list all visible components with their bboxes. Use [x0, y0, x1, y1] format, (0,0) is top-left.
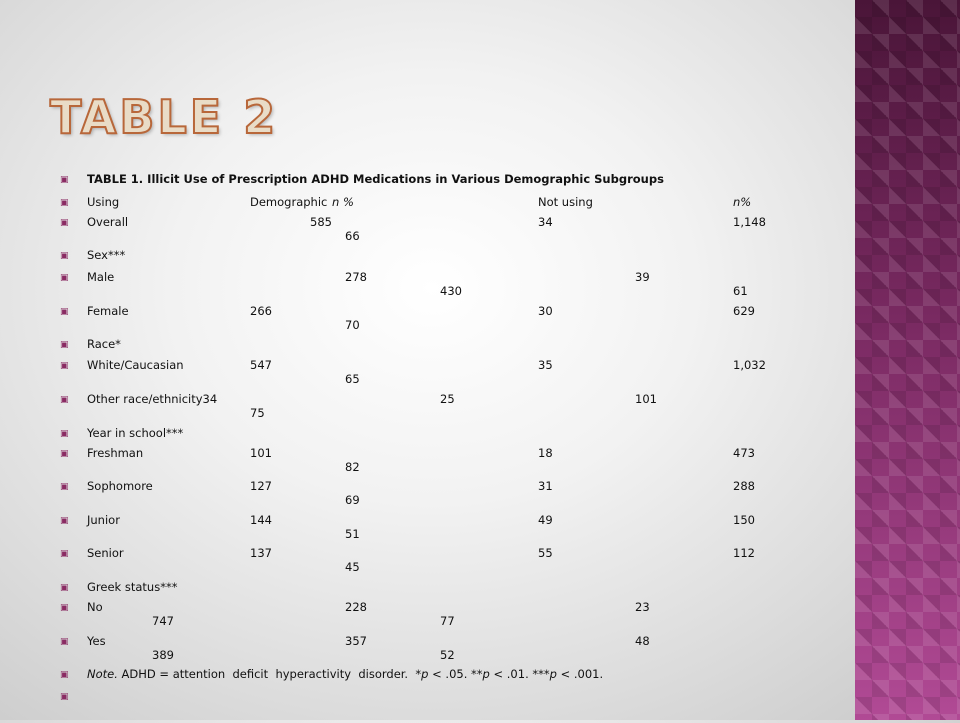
cell: 77 [440, 614, 455, 628]
cell: 547 [250, 358, 272, 372]
cell: 82 [345, 460, 360, 474]
row-label: Junior [87, 513, 120, 527]
cell: 48 [635, 634, 650, 648]
cell: 473 [733, 446, 755, 460]
bullet-icon: ▣ [60, 603, 69, 613]
cell: 1,032 [733, 358, 766, 372]
header-n-pct-2: n% [733, 195, 752, 209]
note-text: < .01. *** [489, 667, 550, 681]
header-n-pct: n % [332, 195, 354, 209]
bullet-icon: ▣ [60, 583, 69, 593]
table-row [0, 546, 855, 580]
cell: 747 [152, 614, 174, 628]
row-label: Female [87, 304, 129, 318]
bullet-icon: ▣ [60, 175, 69, 185]
bullet-icon: ▣ [60, 692, 69, 702]
cell: 30 [538, 304, 553, 318]
cell: 112 [733, 546, 755, 560]
note-p: p [549, 667, 557, 681]
bullet-icon: ▣ [60, 549, 69, 559]
bullet-icon: ▣ [60, 516, 69, 526]
header-demographic: Demographic [250, 195, 328, 209]
header-using: Using [87, 195, 120, 209]
cell: 150 [733, 513, 755, 527]
cell: 288 [733, 479, 755, 493]
bullet-icon: ▣ [60, 307, 69, 317]
bullet-icon: ▣ [60, 198, 69, 208]
cell: 430 [440, 284, 462, 298]
cell: 61 [733, 284, 748, 298]
cell: 228 [345, 600, 367, 614]
cell: 51 [345, 527, 360, 541]
cell: 31 [538, 479, 553, 493]
cell: 55 [538, 546, 553, 560]
decorative-side-panel [855, 0, 960, 720]
cell: 69 [345, 493, 360, 507]
table-row [0, 446, 855, 480]
bullet-icon: ▣ [60, 637, 69, 647]
cell: 66 [345, 229, 360, 243]
cell: 389 [152, 648, 174, 662]
note-text: ADHD = attention deficit hyperactivity disorder. * [117, 667, 422, 681]
cell: 75 [250, 406, 265, 420]
table-row [0, 479, 855, 513]
note-prefix: Note. [87, 667, 118, 681]
footnote [87, 667, 603, 681]
row-label: Other race/ethnicity34 [87, 392, 218, 406]
note-text: < .05. ** [428, 667, 483, 681]
cell: 278 [345, 270, 367, 284]
bullet-icon: ▣ [60, 482, 69, 492]
row-label: Sex*** [87, 248, 126, 262]
table-row [0, 270, 855, 304]
row-label: Freshman [87, 446, 144, 460]
bullet-icon: ▣ [60, 429, 69, 439]
row-label: Sophomore [87, 479, 153, 493]
cell: 137 [250, 546, 272, 560]
row-label: Male [87, 270, 115, 284]
bullet-icon: ▣ [60, 670, 69, 680]
cell: 52 [440, 648, 455, 662]
row-label: Overall [87, 215, 129, 229]
cell: 65 [345, 372, 360, 386]
table-row [0, 215, 855, 249]
row-label: Year in school*** [87, 426, 184, 440]
cell: 1,148 [733, 215, 766, 229]
bullet-icon: ▣ [60, 251, 69, 261]
row-label: Senior [87, 546, 124, 560]
row-label: Yes [87, 634, 106, 648]
cell: 23 [635, 600, 650, 614]
table-row [0, 358, 855, 392]
empty-bullet-row [0, 689, 855, 723]
cell: 45 [345, 560, 360, 574]
header-not-using: Not using [538, 195, 593, 209]
bullet-icon: ▣ [60, 395, 69, 405]
bullet-icon: ▣ [60, 218, 69, 228]
cell: 629 [733, 304, 755, 318]
bullet-icon: ▣ [60, 361, 69, 371]
cell: 101 [250, 446, 272, 460]
table-row [0, 392, 855, 426]
row-label: Race* [87, 337, 121, 351]
bullet-icon: ▣ [60, 273, 69, 283]
table-row [0, 600, 855, 634]
slide-title: TABLE 2 [50, 90, 279, 144]
cell: 25 [440, 392, 455, 406]
cell: 127 [250, 479, 272, 493]
table-row [0, 634, 855, 668]
bullet-icon: ▣ [60, 340, 69, 350]
cell: 39 [635, 270, 650, 284]
cell: 144 [250, 513, 272, 527]
cell: 357 [345, 634, 367, 648]
row-label: White/Caucasian [87, 358, 184, 372]
row-label: No [87, 600, 103, 614]
cell: 70 [345, 318, 360, 332]
note-p: p [482, 667, 490, 681]
cell: 34 [538, 215, 553, 229]
note-text: < .001. [556, 667, 604, 681]
cell: 49 [538, 513, 553, 527]
cell: 101 [635, 392, 657, 406]
table-row [0, 513, 855, 547]
cell: 18 [538, 446, 553, 460]
cell: 585 [310, 215, 332, 229]
table-row [0, 304, 855, 338]
note-p: p [421, 667, 429, 681]
row-label: Greek status*** [87, 580, 178, 594]
cell: 266 [250, 304, 272, 318]
cell: 35 [538, 358, 553, 372]
table-caption: TABLE 1. Illicit Use of Prescription ADHD Medications in Various Demographic Subgroups [87, 172, 664, 186]
bullet-icon: ▣ [60, 449, 69, 459]
